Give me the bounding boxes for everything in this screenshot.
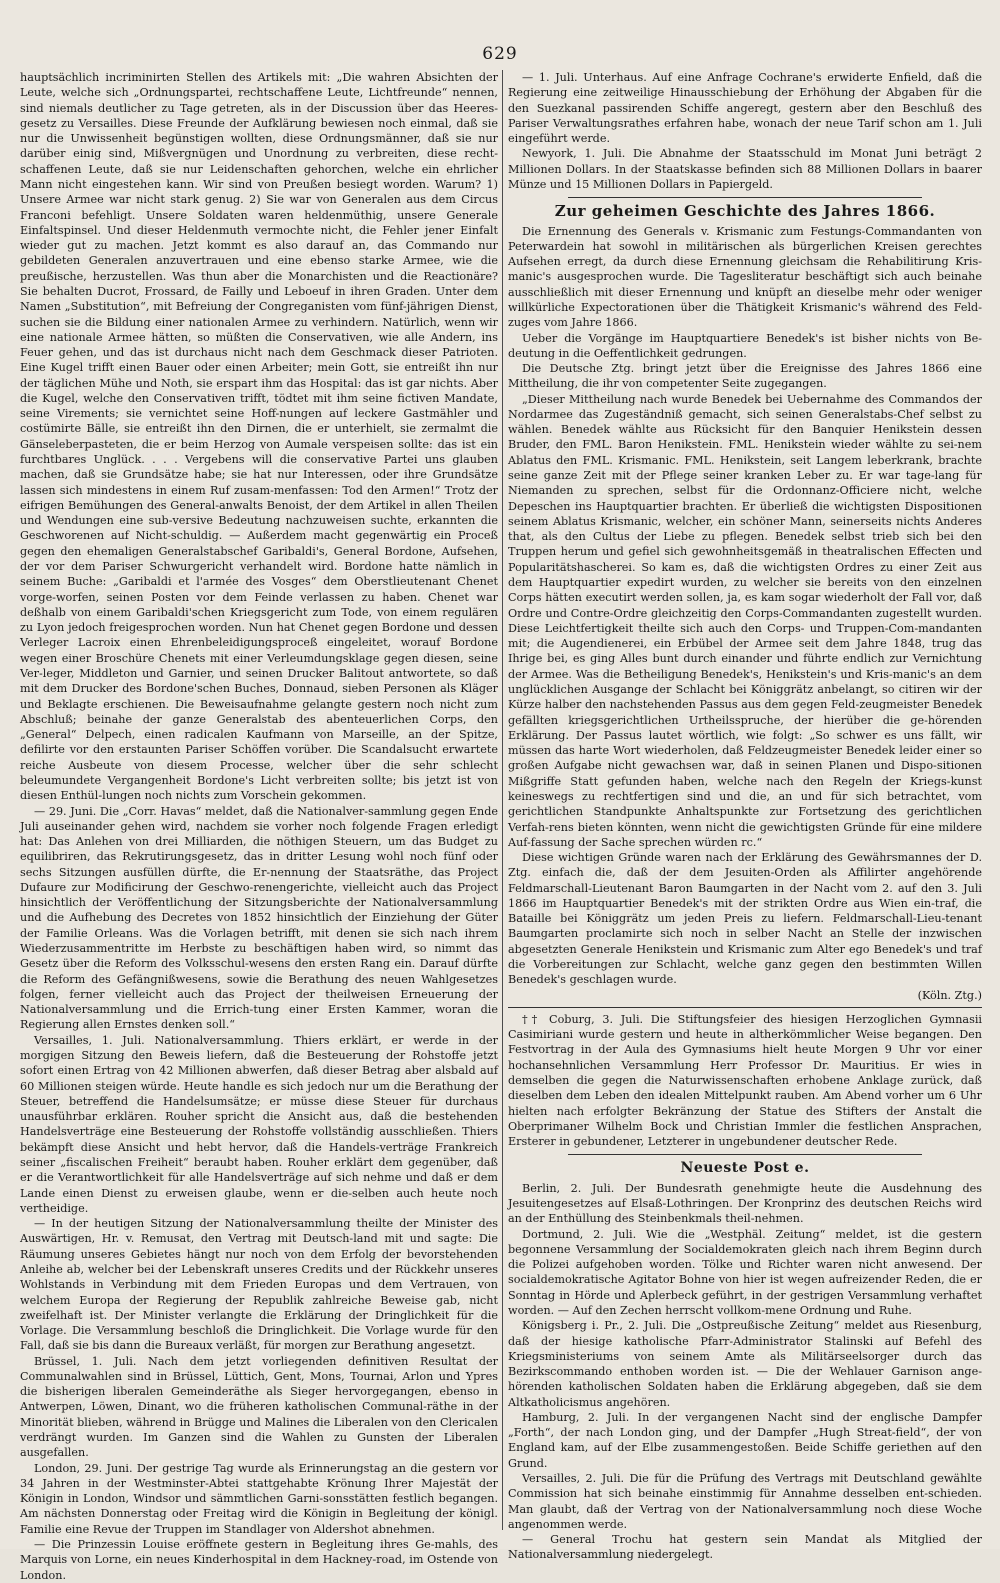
section-divider [568, 197, 922, 198]
article-paragraph: Versailles, 1. Juli. Nationalversammlung. Thiers erklärt, er werde in der morgigen Sitzung den Beweis liefern, daß die Besteuerung der Rohstoffe jetzt sofort einen Ertrag von 42 Millionen abwerfen, daß dieser Betrag aber alsbald auf 60 Millionen steigen würde. Heute handle es sich jedoch nur um die Berathung der Steuer, betreffend die Handelsumsätze; er müsse diese Steuer für durchaus unausführbar erklären. Rouher spricht die Ansicht aus, daß die bestehenden Handelsverträge eine Besteuerung der Rohstoffe vollständig ausschließen. Thiers bekämpft diese Ansicht und hebt hervor, daß die Handels-verträge Frankreich seiner „fiscalischen Freiheit“ beraubt haben. Rouher erklärt dem gegenüber, daß er die Verantwortlichkeit für alle Handelsverträge auf sich nehme und daß er dem Lande einen Dienst zu erweisen glaube, wenn er die-selben auch heute noch vertheidige. [20, 1033, 498, 1215]
article-paragraph: Die Deutsche Ztg. bringt jetzt über die Ereignisse des Jahres 1866 eine Mittheilung, die ihr von competenter Seite zugegangen. [508, 362, 982, 391]
source-attribution: (Köln. Ztg.) [917, 988, 982, 1002]
article-paragraph: Diese wichtigen Gründe waren nach der Erklärung des Gewährsmannes der D. Ztg. einfach die, daß der dem Jesuiten-Orden als Affilirter angehörende Feldmarschall-Lieutenant Baron Baumgarten in der Nacht vom 2. auf den 3. Juli 1866 im Hauptquartier Benedek's mit der strikten Ordre aus Wien ein-traf, die Bataille bei Königgrätz um jeden Preis zu liefern. Feldmarschall-Lieu-tenant Baumgarten proclamirte sich noch in selber Nacht an Stelle der inzwischen abgesetzten Generale Henikstein und Krismanic zum Alter ego Benedek's und traf die Vorbereitungen zur Schlacht, welche ganz gegen den bestimmten Willen Benedek's geschlagen wurde. [508, 851, 982, 987]
article-paragraph: Königsberg i. Pr., 2. Juli. Die „Ostpreußische Zeitung“ meldet aus Riesenburg, daß der hiesige katholische Pfarr-Administrator Stalinski auf Befehl des Kriegsministeriums von seinem Amte als Militärseelsorger durch das Bezirkscommando enthoben worden ist. — Die der Wehlauer Garnison ange-hörenden katholischen Soldaten haben die Erklärung abgegeben, daß sie dem Altkatholicismus angehören. [508, 1319, 982, 1409]
article-paragraph: — 29. Juni. Die „Corr. Havas“ meldet, daß die Nationalver-sammlung gegen Ende Juli auseinander gehen wird, nachdem sie vorher noch folgende Fragen erledigt hat: Das Anlehen von drei Milliarden, die nöthigen Steuern, um das Budget zu equilibriren, das Rekrutirungsgesetz, das in dritter Lesung wohl noch fünf oder sechs Sitzungen ausfüllen dürfte, die Er-nennung der Staatsräthe, das Project Dufaure zur Modificirung der Geschwo-renengerichte, vielleicht auch das Project hinsichtlich der Veröffentlichung der Sitzungsberichte der Nationalversammlung und die Aufhebung des Decretes von 1852 hinsichtlich der Einziehung der Güter der Familie Orleans. Was die Vorlagen betrifft, mit denen sie sich nach ihrem Wiederzusammentritte im Herbste zu beschäftigen haben wird, so nimmt das Gesetz über die Reform des Volksschul-wesens den ersten Rang ein. Darauf dürfte die Reform des Gefängnißwesens, sowie die Berathung des neuen Wahlgesetzes folgen, ferner vielleicht auch das Project der theilweisen Erneuerung der Nationalversammlung und die Errich-tung einer Ersten Kammer, woran die Regierung allen Ernstes denken soll.“ [20, 804, 498, 1032]
article-paragraph: — Die Prinzessin Louise eröffnete gestern in Begleitung ihres Ge-mahls, des Marquis von Lorne, ein neues Kinderhospital in dem Hackney-road, im Ostende von London. [20, 1538, 498, 1582]
article-paragraph: Dortmund, 2. Juli. Wie die „Westphäl. Zeitung“ meldet, ist die gestern begonnene Versammlung der Socialdemokraten gleich nach ihrem Beginn durch die Polizei aufgehoben worden. Tölke und Richter waren nicht anwesend. Der socialdemokratische Agitator Bohne von hier ist wegen aufreizender Reden, die er Sonntag in Hörde und Aplerbeck geführt, in der gestrigen Versammlung verhaftet worden. — Auf den Zechen herrscht vollkom-mene Ordnung und Ruhe. [508, 1227, 982, 1317]
article-paragraph: „Dieser Mittheilung nach wurde Benedek bei Uebernahme des Commandos der Nordarmee das Zugeständniß gemacht, sich seinen Generalstabs-Chef selbst zu wählen. Benedek wählte aus Rücksicht für den Banquier Henikstein dessen Bruder, den FML. Baron Henikstein. FML. Henikstein wieder wählte zu sei-nem Ablatus den FML. Krismanic. FML. Henikstein, seit Langem leberkrank, brachte seine ganze Zeit mit der Pflege seiner kranken Leber zu. Er war tage-lang für Niemanden zu sprechen, selbst für die Ordonnanz-Officiere nicht, welche Depeschen ins Hauptquartier brachten. Er überließ die wichtigsten Dispositionen seinem Ablatus Krismanic, welcher, ein schöner Mann, seinerseits nichts Anderes that, als den Cultus der Liebe zu pflegen. Benedek selbst trieb sich bei den Truppen herum und gefiel sich gewohnheitsgemäß in theatralischen Effecten und Popularitätshascherei. So kam es, daß die wichtigsten Ordres zu einer Zeit aus dem Hauptquartier expedirt wurden, zu welcher sie bereits von den einzelnen Corps hätten executirt werden sollen, ja, es kam sogar wiederholt der Fall vor, daß Ordre und Contre-Ordre gleichzeitig den Corps-Commandanten zugestellt wurden. Diese Leichtfertigkeit theilte sich auch den Corps- und Truppen-Com-mandanten mit; die Augendienerei, ein Erbübel der Armee seit dem Jahre 1848, trug das Ihrige bei, es ging Alles bunt durch einander und führte endlich zur Vernichtung der Armee. Was die Betheiligung Benedek's, Henikstein's und Kris-manic's an dem unglücklichen Ausgange der Schlacht bei Königgrätz anbelangt, so citiren wir der Kürze halber den nachstehenden Passus aus dem gegen Feld-zeugmeister Benedek gefällten kriegsgerichtlichen Urtheilsspruche, der hierüber die ge-hörenden Erklärung. Der Passus lautet wörtlich, wie folgt: „So schwer es uns fällt, wir müssen das harte Wort wiederholen, daß Feldzeugmeister Benedek leider einer so großen Aufgabe nicht gewachsen war, daß in seinen Planen und Dispo-sitionen Mißgriffe Statt gefunden haben, welche nach den Regeln der Kriegs-kunst keineswegs zu rechtfertigen sind und die, an und für sich betrachtet, vom gerichtlichen Standpunkte Anhaltspunkte zur Fortsetzung des gerichtlichen Verfah-rens bieten könnten, wenn nicht die gewichtigsten Gründe für eine mildere Auf-fassung der Sache sprechen würden rc.“ [508, 392, 982, 849]
right-column [508, 70, 982, 1562]
article-paragraph: London, 29. Juni. Der gestrige Tag wurde als Erinnerungstag an die gestern vor 34 Jahren in der Westminster-Abtei stattgehabte Krönung Ihrer Majestät der Königin in London, Windsor und sämmtlichen Garni-sonsstätten festlich begangen. Am nächsten Donnerstag oder Freitag wird die Königin in Begleitung der königl. Familie eine Revue der Truppen im Standlager von Aldershot abnehmen. [20, 1461, 498, 1536]
article-paragraph: Ueber die Vorgänge im Hauptquartiere Benedek's ist bisher nichts von Be-deutung in die Oeffentlichkeit gedrungen. [508, 331, 982, 360]
page-number: 629 [482, 44, 518, 64]
section-heading: Zur geheimen Geschichte des Jahres 1866. [554, 202, 936, 221]
article-paragraph: †† Coburg, 3. Juli. Die Stiftungsfeier des hiesigen Herzoglichen Gymnasii Casimiriani wurde gestern und heute in altherkömmlicher Weise begangen. Den Festvortrag in der Aula des Gymnasiums hielt heute Morgen 9 Uhr vor einer hochansehnlichen Versammlung Herr Professor Dr. Mauritius. Er wies in demselben die gegen die Naturwissenschaften erhobene Anklage zurück, daß dieselben dem Leben den idealen Mittelpunkt rauben. Am Abend vorher um 6 Uhr hielten nach erfolgter Bekränzung der Statue des Stifters der Anstalt die Oberprimaner Wilhelm Bock und Christian Immler die festlichen Ansprachen, Ersterer in gebundener, Letzterer in ungebundener deutscher Rede. [508, 1012, 982, 1149]
article-paragraph: hauptsächlich incriminirten Stellen des Artikels mit: „Die wahren Absichten der Leute, welche sich „Ordnungspartei, rechtschaffene Leute, Lichtfreunde“ nennen, sind niemals deutlicher zu Tage getreten, als in der Discussion über das Heeres-gesetz zu Versailles. Diese Freunde der Aufklärung bewiesen noch einmal, daß sie nur die Unwissenheit begünstigen wollten, diese Ordnungsmänner, daß sie nur darüber einig sind, Mißvergnügen und Unordnung zu verbreiten, diese recht-schaffenen Leute, daß sie nur Leidenschaften gehorchen, welche ein ehrlicher Mann nicht eingestehen kann. Wir sind von Preußen besiegt worden. Warum? 1) Unsere Armee war nicht stark genug. 2) Sie war von Generalen aus dem Circus Franconi befehligt. Unsere Soldaten waren heldenmüthig, unsere Generale Einfaltspinsel. Und dieser Heldenmuth vermochte nicht, die Fehler jener Einfalt wieder gut zu machen. Jetzt kommt es also darauf an, das Commando nur gebildeten Generalen anzuvertrauen und eine ebenso starke Armee, wie die preußische, herzustellen. Was thun aber die Monarchisten und die Reactionäre? Sie behalten Ducrot, Frossard, de Failly und Leboeuf in ihren Graden. Unter dem Namen „Substitution“, mit Befreiung der Congreganisten vom fünf-jährigen Dienst, suchen sie die Bildung einer nationalen Armee zu verhindern. Natürlich, wenn wir eine nationale Armee hätten, so müßten die Conservativen, wie alle Andern, ins Feuer gehen, und das ist durchaus nicht nach dem Geschmack dieser Patrioten. Eine Kugel trifft einen Bauer oder einen Arbeiter; mein Gott, sie entreißt ihn nur der täglichen Mühe und Noth, sie erspart ihm das Hospital: das ist gar nichts. Aber die Kugel, welche den Conservativen trifft, tödtet mit ihm seine fictiven Mandate, seine Virements; sie vernichtet seine Hoff-nungen auf leckere Gastmähler und costümirte Bälle, sie entreißt ihn den Dirnen, die er unterhielt, sie zermalmt die Gänseleberpasteten, die er beim Herzog von Aumale verspeisen sollte: das ist ein furchtbares Unglück. . . . Vergebens will die conservative Partei uns glauben machen, daß sie Grundsätze habe; sie hat nur Interessen, oder ihre Grundsätze lassen sich mindestens in einem Ruf zusam-menfassen: Tod den Armen!“ Trotz der eifrigen Bemühungen des General-anwalts Benoist, der dem Artikel in allen Theilen und Wendungen eine sub-versive Bedeutung nachzuweisen suchte, erkannten die Geschworenen auf Nicht-schuldig. — Außerdem macht gegenwärtig ein Proceß gegen den ehemaligen Generalstabschef Garibaldi's, General Bordone, Aufsehen, der vor dem Pariser Schwurgericht verhandelt wird. Bordone hatte nämlich in seinem Buche: „Garibaldi et l'armée des Vosges“ dem Oberstlieutenant Chenet vorge-worfen, seinen Posten vor dem Feinde verlassen zu haben. Chenet war deßhalb von einem Garibaldi'schen Kriegsgericht zum Tode, von einem regulären zu Lyon jedoch freigesprochen worden. Nun hat Chenet gegen Bordone und dessen Verleger Lacroix einen Ehrenbeleidigungsproceß eingeleitet, worauf Bordone wegen einer Broschüre Chenets mit einer Verleumdungsklage gegen diesen, seine Ver-leger, Middleton und Garnier, und seinen Drucker Balitout antwortete, so daß mit dem Drucker des Bordone'schen Buches, Donnaud, sieben Personen als Kläger und Beklagte erschienen. Die Beweisaufnahme gelangte gestern noch nicht zum Abschluß; beinahe der ganze Generalstab des abenteuerlichen Corps, den „General“ Delpech, einen radicalen Kaufmann von Marseille, an der Spitze, defilirte vor den erstaunten Pariser Schöffen vorüber. Die Scandalsucht erwartete reiche Ausbeute von diesem Processe, welcher über die sehr schlecht beleumundete Vergangenheit Bordone's Licht verbreiten sollte; bis jetzt ist von diesen Enthül-lungen noch nichts zum Vorschein gekommen. [20, 71, 498, 803]
column-divider [502, 70, 503, 1530]
article-paragraph: — In der heutigen Sitzung der Nationalversammlung theilte der Minister des Auswärtigen, Hr. v. Remusat, den Vertrag mit Deutsch-land mit und sagte: Die Räumung unseres Gebietes hängt nur noch von dem Erfolg der bevorstehenden Anleihe ab, welcher bei der Lebenskraft unseres Credits und der Rückkehr unseres Wohlstands in Verbindung mit dem Frieden Europas und dem Vertrauen, von welchem Europa der Regierung der Republik zahlreiche Beweise gab, nicht zweifelhaft ist. Der Minister verlangte die Erklärung der Dringlichkeit für die Vorlage. Die Versammlung beschloß die Dringlichkeit. Die Vorlage wurde für den Fall, daß sie bis dann die Bureaux verläßt, für morgen zur Berathung angesetzt. [20, 1217, 498, 1353]
article-paragraph: — General Trochu hat gestern sein Mandat als Mitglied der Nationalversammlung niedergelegt. [508, 1533, 982, 1562]
article-paragraph: — 1. Juli. Unterhaus. Auf eine Anfrage Cochrane's erwiderte Enfield, daß die Regierung eine zeitweilige Hinausschiebung der Erhöhung der Abgaben für die den Suezkanal passirenden Schiffe angeregt, gestern aber den Beschluß des Pariser Verwaltungsrathes erfahren habe, wonach der neue Tarif schon am 1. Juli eingeführt werde. [508, 71, 982, 146]
left-column [20, 70, 498, 1582]
section-heading: Neueste Post e. [680, 1160, 810, 1177]
article-paragraph: Die Ernennung des Generals v. Krismanic zum Festungs-Commandanten von Peterwardein hat sowohl in militärischen als bürgerlichen Kreisen gerechtes Aufsehen erregt, da durch diese Ernennung gleichsam die Rehabilitirung Kris-manic's ausgesprochen wurde. Die Tagesliteratur beschäftigt sich auch beinahe ausschließlich mit dieser Ernennung und knüpft an dieselbe mehr oder weniger willkürliche Expectorationen über die Thätigkeit Krismanic's während des Feld-zuges vom Jahre 1866. [508, 224, 982, 330]
section-divider [568, 1154, 922, 1155]
article-paragraph: Hamburg, 2. Juli. In der vergangenen Nacht sind der englische Dampfer „Forth“, der nach London ging, und der Dampfer „Hugh Streat-field“, der von England kam, auf der Elbe zusammengestoßen. Beide Schiffe geriethen auf den Grund. [508, 1410, 982, 1470]
article-paragraph: Newyork, 1. Juli. Die Abnahme der Staatsschuld im Monat Juni beträgt 2 Millionen Dollars. In der Staatskasse befinden sich 88 Millionen Dollars in baarer Münze und 15 Millionen Dollars in Papiergeld. [508, 147, 982, 191]
article-paragraph: Brüssel, 1. Juli. Nach dem jetzt vorliegenden definitiven Resultat der Communalwahlen sind in Brüssel, Lüttich, Gent, Mons, Tournai, Arlon und Ypres die bisherigen liberalen Gemeinderäthe als Sieger hervorgegangen, ebenso in Antwerpen, Löwen, Dinant, wo die früheren katholischen Communal-räthe in der Minorität blieben, während in Brügge und Malines die Liberalen von den Clericalen verdrängt wurden. Im Ganzen sind die Wahlen zu Gunsten der Liberalen ausgefallen. [20, 1354, 498, 1460]
article-paragraph: Berlin, 2. Juli. Der Bundesrath genehmigte heute die Ausdehnung des Jesuitengesetzes auf Elsaß-Lothringen. Der Kronprinz des deutschen Reichs wird an der Enthüllung des Steinbenkmals theil-nehmen. [508, 1181, 982, 1226]
columns [20, 70, 982, 1582]
article-paragraph: Versailles, 2. Juli. Die für die Prüfung des Vertrags mit Deutschland gewählte Commission hat sich beinahe einstimmig für Annahme desselben ent-schieden. Man glaubt, daß der Vertrag von der Nationalversammlung noch diese Woche angenommen werde. [508, 1472, 982, 1531]
section-divider [508, 1007, 982, 1008]
